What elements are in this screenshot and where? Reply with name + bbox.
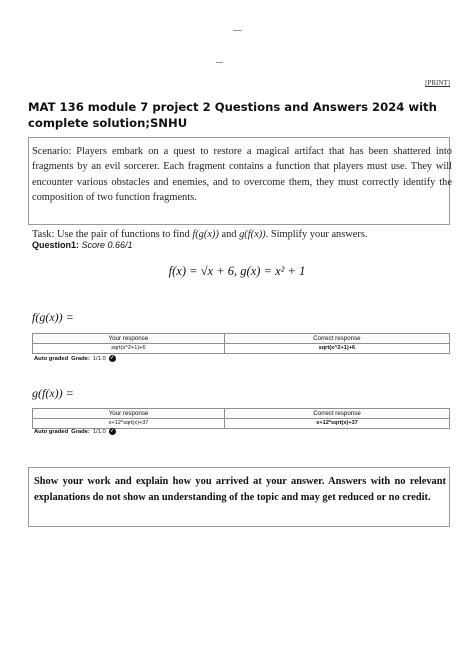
part2-grade-value: 1/1.0 [92,428,106,435]
task-prefix: Task: Use the pair of functions to find [32,229,190,240]
task-and: and [221,229,237,240]
part2-grade-label: Grade: [71,428,90,435]
part2-your-response: x+12*sqrt(x)+37 [33,419,225,429]
task-text [32,229,452,240]
part1-your-response: sqrt(x^2+1)+6 [33,344,225,354]
instruction-text: Show your work and explain how you arrived at your answer. Answers with no relevant explanations do not show an understanding of the topic and may get reduced or no credit. [34,476,446,503]
task-gf: g(f(x)) [239,229,266,240]
part1-grade [34,355,116,362]
question-score: Score 0.66/1 [81,240,133,250]
part2-your-header: Your response [33,409,225,419]
part1-correct-header: Correct response [224,334,449,344]
question-number: Question1: [32,240,80,250]
part2-correct-header: Correct response [225,409,450,419]
part1-your-header: Your response [33,334,225,344]
task-fg: f(g(x)) [192,229,219,240]
document-title: MAT 136 module 7 project 2 Questions and Answers 2024 with complete solution;SNHU [28,100,437,130]
part2-response-table [32,408,450,429]
part1-label: f(g(x)) = [32,310,74,324]
part1-grade-label: Grade: [71,355,90,362]
part2-correct-response: x+12*sqrt(x)+37 [225,419,450,429]
question-label [32,240,133,250]
print-link[interactable]: [PRINT] [425,79,450,87]
part1-correct-response: sqrt(x^2+1)+6 [224,344,449,354]
function-definitions: f(x) = √x + 6, g(x) = x² + 1 [168,264,306,278]
top-mark-2 [216,62,223,63]
part1-response-table [32,333,450,354]
check-circle-icon: ✓ [110,428,115,434]
task-suffix: . Simplify your answers. [265,229,368,240]
scenario-text: Scenario: Players embark on a quest to restore a magical artifact that has been shattered into fragments by an evil sorcerer. Each fragment contains a function that players must use. They will encounter various obstacles and enemies, and to overcome them, they must correctly identify the composition of two function fragments. [32,146,452,204]
part2-grade [34,428,116,435]
top-mark-1 [233,30,242,31]
part1-auto-graded: Auto graded [34,355,69,362]
part2-auto-graded: Auto graded [34,428,69,435]
check-circle-icon: ✓ [110,355,115,361]
part2-label: g(f(x)) = [32,386,74,400]
part1-grade-value: 1/1.0 [92,355,106,362]
